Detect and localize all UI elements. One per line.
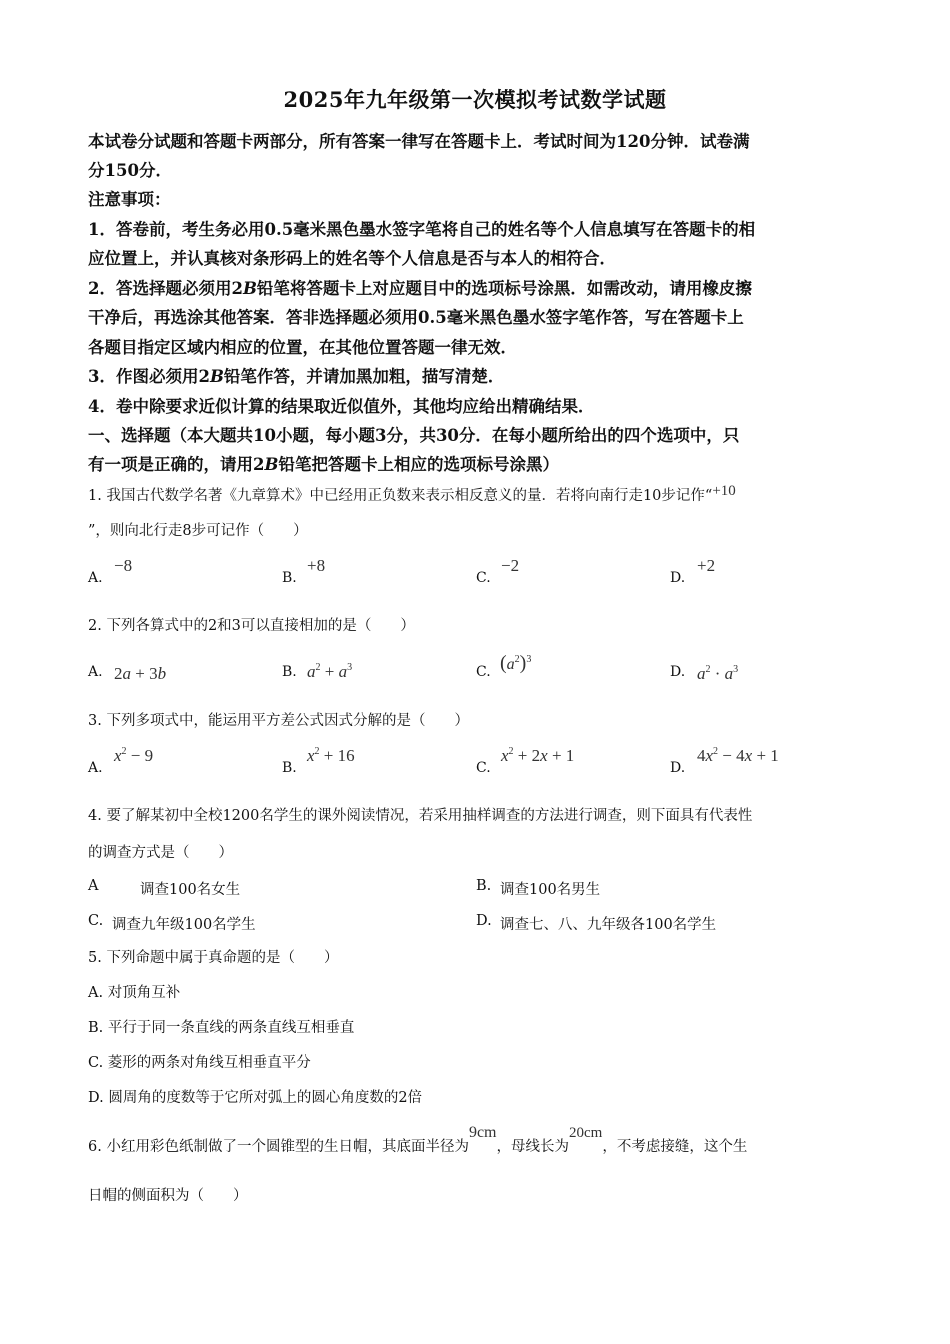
q3-option-a-math: $x^2 - 9$ [114,746,154,765]
q1-option-d-label: D. [670,570,686,586]
q4-line-1: 4. 要了解某初中全校1200名学生的课外阅读情况，若采用抽样调查的方法进行调查，则下面具有代表性 [88,808,753,824]
q2-option-c-math: $(a^2)^3$ [500,652,532,674]
q2-option-d-math: $a^2 \cdot a^3$ [697,664,739,683]
notice-3-text-c: 铅笔作答，并请加黑加粗，描写清楚． [223,367,505,386]
q1-option-d-value: +2 [697,556,716,575]
notice-2-text-a: 2．答选择题必须用2 [88,279,243,298]
q5-option-d: D. 圆周角的度数等于它所对弧上的圆心角度数的2倍 [88,1090,423,1106]
q2-option-b-label: B. [282,664,297,680]
section-1-line-2 [88,454,863,476]
q3-option-c-label: C. [476,760,491,776]
q3-option-c-math: $x^2 + 2x + 1$ [501,746,575,765]
q2-option-b-math: $a^2 + a^3$ [307,662,353,681]
q6-stem-a: 6. 小红用彩色纸制做了一个圆锥型的生日帽，其底面半径为 [88,1139,469,1155]
notice-2-line-2: 干净后，再选涂其他答案．答非选择题必须用0.5毫米黑色墨水签字笔作答，写在答题卡上 [88,308,744,327]
q4-option-c-label: C. [88,913,104,929]
notice-3 [88,366,863,388]
q4-option-c-text: 调查九年级100名学生 [112,917,256,933]
q1-option-a-value: −8 [114,556,133,575]
q4-option-d-text: 调查七、八、九年级各100名学生 [500,917,717,933]
q3-option-d-math: $4x^2 - 4x + 1$ [697,746,779,765]
notice-1-line-1: 1．答卷前，考生务必用0.5毫米黑色墨水签字笔将自己的姓名等个人信息填写在答题卡的相 [88,220,756,239]
q1-math-plus10: +10 [712,483,736,499]
section-1-text-a: 有一项是正确的，请用2 [88,455,265,474]
section-1-pencil-grade: B [264,455,279,474]
notice-2-pencil-grade: B [242,279,257,298]
q6-stem-b: ，母线长为 [496,1139,569,1155]
q5-option-b: B. 平行于同一条直线的两条直线互相垂直 [88,1020,355,1036]
notice-1-line-2: 应位置上，并认真核对条形码上的姓名等个人信息是否与本人的相符合． [88,249,616,268]
q1-option-c-value: −2 [501,556,520,575]
q3-option-b-label: B. [282,760,297,776]
notice-2-line-3: 各题目指定区域内相应的位置，在其他位置答题一律无效． [88,338,517,357]
q1-option-b-value: +8 [307,556,326,575]
q5-option-a: A. 对顶角互补 [88,985,181,1001]
q1-line-2: ”，则向北行走8步可记作（ ） [88,523,308,539]
q4-option-a-label: A [88,878,99,894]
q2-option-a-math: 2a + 3b [114,664,167,683]
q6-line-2: 日帽的侧面积为（ ） [88,1188,248,1204]
notice-2-text-c: 铅笔将答题卡上对应题目中的选项标号涂黑．如需改动，请用橡皮擦 [256,279,752,298]
notice-3-pencil-grade: B [209,367,224,386]
q3-option-b-math: $x^2 + 16$ [307,746,355,765]
q1-option-a-label: A. [88,570,103,586]
notice-3-text-a: 3．作图必须用2 [88,367,210,386]
q5-option-c: C. 菱形的两条对角线互相垂直平分 [88,1055,311,1071]
q6-radius: 9cm [468,1124,497,1141]
q4-option-b-label: B. [476,878,492,894]
section-1-line-1: 一、选择题（本大题共10小题，每小题3分，共30分．在每小题所给出的四个选项中，只 [88,426,740,445]
q1-line-1 [88,483,863,506]
intro-line-1: 本试卷分试题和答题卡两部分，所有答案一律写在答题卡上．考试时间为120分钟．试卷满 [88,132,750,151]
notice-heading: 注意事项： [88,190,171,209]
q4-option-a-text: 调查100名女生 [140,882,241,898]
q5-stem: 5. 下列命题中属于真命题的是（ ） [88,950,339,966]
q4-line-2: 的调查方式是（ ） [88,845,233,861]
q4-option-d-label: D. [476,913,492,929]
q4-option-b-text: 调查100名男生 [500,882,601,898]
q2-option-d-label: D. [670,664,686,680]
q2-option-a-label: A. [88,664,103,680]
q1-stem: 1. 我国古代数学名著《九章算术》中已经用正负数来表示相反意义的量．若将向南行走10步记作“ [88,488,713,504]
q2-stem: 2. 下列各算式中的2和3可以直接相加的是（ ） [88,618,415,634]
q1-option-c-label: C. [476,570,491,586]
section-1-text-c: 铅笔把答题卡上相应的选项标号涂黑） [278,455,559,474]
notice-2-line-1 [88,278,863,300]
q6-slant-height: 20cm [569,1125,603,1141]
page-title: 2025年九年级第一次模拟考试数学试题 [283,87,667,112]
q6-stem-c: ，不考虑接缝，这个生 [602,1139,748,1155]
q3-option-d-label: D. [670,760,686,776]
q3-stem: 3. 下列多项式中，能运用平方差公式因式分解的是（ ） [88,713,469,729]
q3-option-a-label: A. [88,760,103,776]
notice-4: 4．卷中除要求近似计算的结果取近似值外，其他均应给出精确结果． [88,397,595,416]
q6-line-1 [88,1124,863,1157]
intro-line-2: 分150分． [88,161,172,180]
q2-option-c-label: C. [476,664,491,680]
q1-option-b-label: B. [282,570,297,586]
